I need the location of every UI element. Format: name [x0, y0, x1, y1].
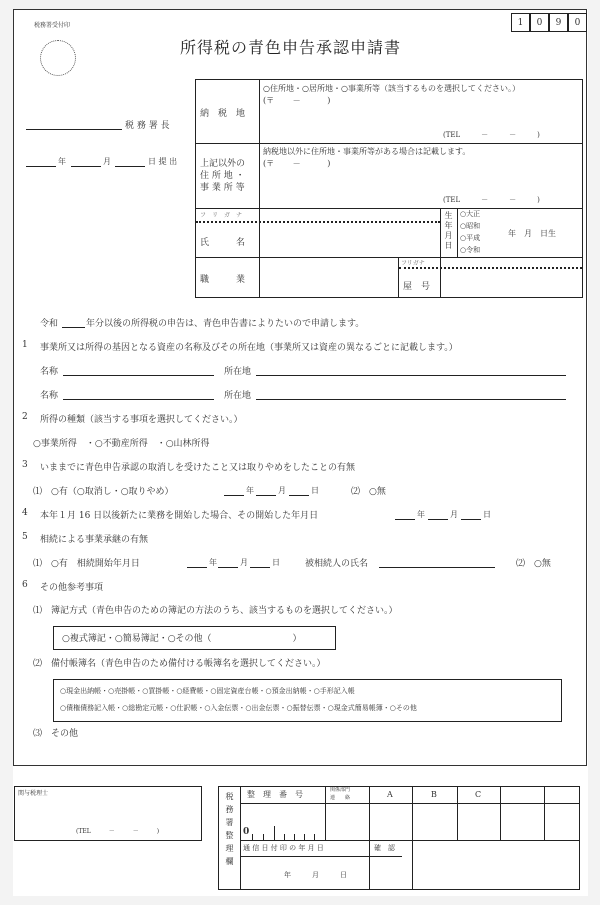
business-name-field-2[interactable]	[63, 399, 214, 400]
tax-office-name-field[interactable]	[26, 129, 122, 130]
s5-day-field[interactable]	[250, 567, 270, 568]
s4-day-field[interactable]	[461, 519, 481, 520]
form-number-digit: 0	[568, 13, 587, 32]
section-1-title: 事業所又は所得の基因となる資産の名称及びその所在地（事業所又は資産の異なるごとに記載します。）	[40, 343, 458, 353]
name-label: 氏 名	[200, 238, 246, 248]
submit-month-field[interactable]	[71, 166, 101, 167]
section-3-option-no[interactable]: ⑵ ○無	[351, 487, 386, 497]
tax-office-use-table	[218, 786, 580, 890]
name-label-1: 名称	[40, 367, 59, 377]
s4-month-field[interactable]	[428, 519, 448, 520]
tick	[252, 834, 253, 840]
dept-contact-label: 連 絡	[330, 795, 351, 801]
occupation-label: 職 業	[200, 275, 246, 285]
form-title: 所得税の青色申告承認申請書	[180, 38, 402, 57]
furigana-label: フ リ ガ ナ	[200, 212, 243, 219]
s5-month-label: 月	[240, 558, 248, 567]
divider	[240, 803, 580, 804]
s5-day-label: 日	[272, 558, 280, 567]
section-5-title: 相続による事業承継の有無	[40, 535, 149, 545]
form-number-digit: 1	[511, 13, 530, 32]
tick	[284, 834, 285, 840]
divider	[457, 208, 458, 257]
s5-year-label: 年	[209, 558, 217, 567]
divider	[195, 143, 583, 144]
s3-day-label: 日	[311, 486, 319, 495]
ref-number-label: 整 理 番 号	[247, 790, 303, 799]
other-place-label: 住 所 地 ・	[200, 171, 245, 181]
submit-year-field[interactable]	[26, 166, 56, 167]
s3-year-label: 年	[246, 486, 254, 495]
other-place-label: 事 業 所 等	[200, 183, 245, 193]
divider	[398, 257, 399, 298]
intro-text: 年分以後の所得税の申告は、青色申告書によりたいので申請します。	[86, 319, 365, 329]
shop-name-label: 屋 号	[403, 282, 431, 292]
section-4-title: 本年１月 16 日以後新たに業務を開始した場合、その開始した年月日	[40, 511, 319, 521]
submit-year-label: 年	[58, 157, 66, 166]
divider	[240, 856, 402, 857]
s4-year-label: 年	[417, 510, 425, 519]
ledger-options-line-1[interactable]: ○現金出納帳・○売掛帳・○買掛帳・○経費帳・○固定資産台帳・○預金出納帳・○手形記入帳	[60, 687, 355, 695]
section-5-option-yes[interactable]: ⑴ ○有 相続開始年月日	[33, 559, 140, 569]
era-option-reiwa[interactable]: ○令和	[460, 246, 481, 254]
business-location-field-1[interactable]	[256, 375, 566, 376]
other-notes-field[interactable]	[60, 740, 560, 762]
s4-month-label: 月	[450, 510, 458, 519]
submit-day-label: 日 提 出	[148, 157, 178, 166]
heir-name-field[interactable]	[379, 567, 495, 568]
submit-month-label: 月	[103, 157, 111, 166]
section-6-title: その他参考事項	[40, 583, 104, 593]
shop-furigana-label: フリガナ	[401, 260, 425, 267]
divider	[457, 786, 458, 840]
tick	[294, 834, 295, 840]
income-type-options[interactable]: ○事業所得 ・○不動産所得 ・○山林所得	[33, 439, 210, 449]
birth-label: 生年月日	[444, 211, 453, 251]
intro-year-field[interactable]	[62, 327, 85, 328]
divider	[325, 786, 326, 840]
section-6-number: 6	[22, 580, 28, 590]
column-a-label: A	[387, 790, 393, 799]
era-option-heisei[interactable]: ○平成	[460, 234, 481, 242]
confirm-label: 確 認	[374, 844, 395, 852]
tick	[314, 834, 315, 840]
divider	[544, 786, 545, 840]
office-column-label: 税務署整理欄	[225, 792, 234, 870]
name-field[interactable]	[260, 224, 440, 256]
divider	[240, 840, 580, 841]
column-b-label: B	[431, 790, 437, 799]
s5-month-field[interactable]	[218, 567, 238, 568]
bookkeeping-method-options[interactable]: ○複式簿記・○簡易簿記・○その他（ ）	[62, 634, 302, 644]
tax-place-label: 納 税 地	[200, 109, 246, 119]
era-option-showa[interactable]: ○昭和	[460, 222, 481, 230]
s3-month-label: 月	[278, 486, 286, 495]
form-number-digit: 0	[530, 13, 549, 32]
divider	[412, 786, 413, 890]
dept-contact-label: 関係部門	[330, 787, 351, 793]
tick	[263, 834, 264, 840]
receipt-stamp-label: 税務署受付印	[34, 22, 71, 29]
occupation-field[interactable]	[260, 258, 398, 298]
ledger-names-title: ⑵ 備付帳簿名（青色申告のため備付ける帳簿名を選択してください。）	[33, 659, 326, 669]
birth-date-suffix[interactable]: 年 月 日生	[508, 229, 556, 238]
comm-date-value: 年 月 日	[284, 871, 347, 879]
s3-day-field[interactable]	[289, 495, 309, 496]
divider	[369, 786, 370, 890]
business-name-field-1[interactable]	[63, 375, 214, 376]
tax-office-suffix: 税 務 署 長	[125, 121, 170, 131]
business-location-field-2[interactable]	[256, 399, 566, 400]
s4-day-label: 日	[483, 510, 491, 519]
receipt-stamp-circle	[40, 40, 76, 76]
divider	[240, 786, 241, 890]
s5-year-field[interactable]	[187, 567, 207, 568]
section-1-number: 1	[22, 340, 28, 350]
tax-accountant-tel-field[interactable]: (TEL － － )	[76, 828, 160, 835]
s3-year-field[interactable]	[224, 495, 244, 496]
bookkeeping-method-title: ⑴ 簿記方式（青色申告のための簿記の方法のうち、該当するものを選択してください。）	[33, 606, 398, 616]
intro-prefix: 令和	[40, 319, 59, 329]
s4-year-field[interactable]	[395, 519, 415, 520]
tax-place-tel-field[interactable]: (TEL － － )	[443, 131, 540, 139]
location-label-2: 所在地	[224, 391, 252, 401]
tick	[304, 834, 305, 840]
section-5-option-no[interactable]: ⑵ ○無	[516, 559, 551, 569]
other-notes-title: ⑶ その他	[33, 729, 79, 739]
form-number-digit: 9	[549, 13, 568, 32]
other-place-tel-field[interactable]: (TEL － － )	[443, 196, 540, 204]
divider	[500, 786, 501, 840]
ledger-options-line-2[interactable]: ○債権債務記入帳・○総勘定元帳・○仕訳帳・○入金伝票・○出金伝票・○振替伝票・○現金式簡易帳簿・○その他	[60, 704, 417, 712]
furigana-divider	[196, 221, 440, 223]
comm-date-label: 通 信 日 付 印 の 年 月 日	[243, 844, 324, 852]
furigana-divider	[399, 267, 582, 269]
section-3-number: 3	[22, 460, 28, 470]
column-c-label: C	[475, 790, 482, 799]
s3-month-field[interactable]	[256, 495, 276, 496]
tick	[274, 826, 275, 840]
section-5-number: 5	[22, 532, 28, 542]
tax-place-postal-field[interactable]: (〒 － )	[263, 96, 331, 105]
section-3-option-yes[interactable]: ⑴ ○有（○取消し・○取りやめ）	[33, 487, 174, 497]
other-place-label: 上記以外の	[200, 159, 246, 169]
heir-name-label: 被相続人の氏名	[305, 559, 369, 569]
section-3-title: いままでに青色申告承認の取消しを受けたこと又は取りやめをしたことの有無	[40, 463, 356, 473]
section-2-number: 2	[22, 412, 28, 422]
location-label-1: 所在地	[224, 367, 252, 377]
era-option-taisho[interactable]: ○大正	[460, 210, 481, 218]
section-4-number: 4	[22, 508, 28, 518]
ref-number-zero: 0	[243, 827, 250, 837]
tax-place-options[interactable]: ○住所地・○居所地・○事業所等（該当するものを選択してください。）	[263, 84, 520, 93]
other-place-postal-field[interactable]: (〒 － )	[263, 159, 331, 168]
tax-accountant-label: 関与税理士	[18, 790, 49, 797]
other-place-note: 納税地以外に住所地・事業所等がある場合は記載します。	[263, 147, 471, 156]
submit-day-field[interactable]	[115, 166, 145, 167]
section-2-title: 所得の種類（該当する事項を選択してください。）	[40, 415, 243, 425]
shop-name-field[interactable]	[441, 270, 582, 298]
divider	[195, 208, 583, 209]
name-label-2: 名称	[40, 391, 59, 401]
